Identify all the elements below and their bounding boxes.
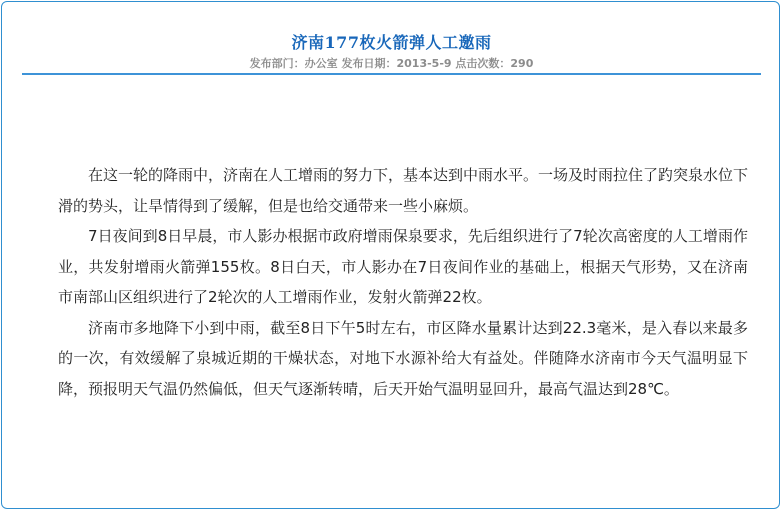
article-title: 济南177枚火箭弹人工邀雨	[291, 33, 492, 52]
date-value: 2013-5-9	[396, 57, 452, 70]
title-divider	[22, 73, 761, 75]
views-value: 290	[510, 57, 534, 70]
views-label: 点击次数：	[455, 57, 511, 70]
department-value: 办公室	[304, 57, 338, 70]
article-meta	[2, 55, 781, 71]
date-label: 发布日期：	[341, 57, 397, 70]
article-body	[58, 160, 748, 404]
paragraph: 7日夜间到8日早晨，市人影办根据市政府增雨保泉要求，先后组织进行了7轮次高密度的人工增雨作业，共发射增雨火箭弹155枚。8日白天，市人影办在7日夜间作业的基础上，根据天气形势，又在济南市南部山区组织进行了2轮次的人工增雨作业，发射火箭弹22枚。	[58, 227, 748, 306]
department-label: 发布部门：	[249, 57, 305, 70]
paragraph: 济南市多地降下小到中雨，截至8日下午5时左右，市区降水量累计达到22.3毫米，是入春以来最多的一次，有效缓解了泉城近期的干燥状态，对地下水源补给大有益处。伴随降水济南市今天气温明显下降，预报明天气温仍然偏低，但天气逐渐转晴，后天开始气温明显回升，最高气温达到28℃。	[58, 318, 748, 398]
paragraph: 在这一轮的降雨中，济南在人工增雨的努力下，基本达到中雨水平。一场及时雨拉住了趵突泉水位下滑的势头，让旱情得到了缓解，但是也给交通带来一些小麻烦。	[58, 166, 749, 215]
article-panel	[1, 1, 780, 509]
